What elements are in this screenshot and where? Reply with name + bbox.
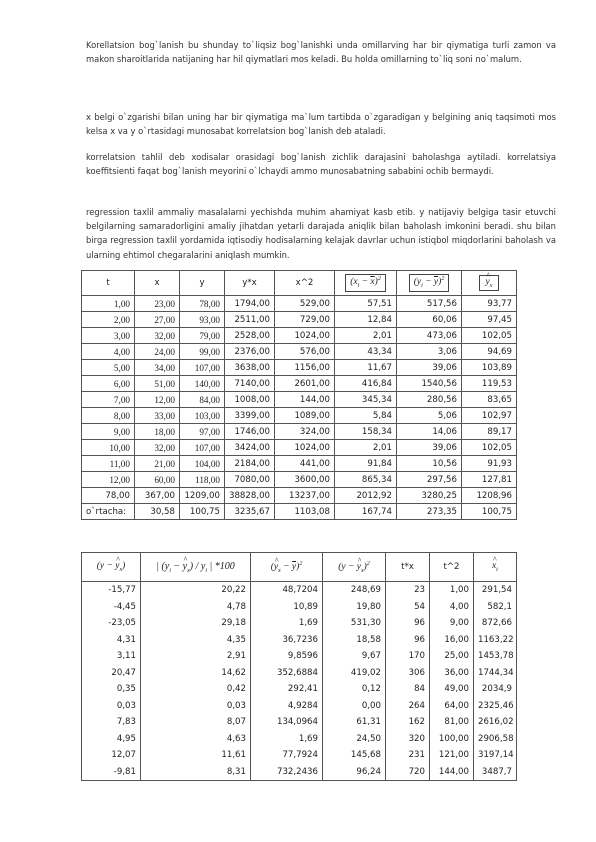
table-cell: 96,24 xyxy=(323,764,386,781)
table-cell: 0,03 xyxy=(141,698,251,715)
table-cell: 10,89 xyxy=(251,599,323,616)
table-cell: 103,00 xyxy=(180,408,225,424)
table-cell: 34,00 xyxy=(135,360,180,376)
table-cell: 170 xyxy=(386,648,430,665)
header-relative-error: | ($y_i$ − ^ $y_x) / y_i$ | *100 xyxy=(141,553,251,582)
table-cell: 1008,00 xyxy=(225,392,275,408)
header-y-hat: ^ $y_x$ xyxy=(462,271,517,296)
table-cell: 5,00 xyxy=(82,360,135,376)
header-y-deviation-squared: $(y_i - \overline{y})^2$ xyxy=(397,271,462,296)
table-cell: 96 xyxy=(386,632,430,649)
table-cell: 20,22 xyxy=(141,582,251,599)
table-cell: 12,84 xyxy=(335,312,397,328)
table-cell: 91,84 xyxy=(335,456,397,472)
table-cell: 99,00 xyxy=(180,344,225,360)
table-cell: 11,61 xyxy=(141,747,251,764)
table-cell: 7,83 xyxy=(82,714,141,731)
table-header-row xyxy=(82,271,517,296)
table-cell: 100,75 xyxy=(180,504,225,520)
table-row xyxy=(82,714,517,731)
table-cell: 7,00 xyxy=(82,392,135,408)
table-cell: -4,45 xyxy=(82,599,141,616)
table-cell: 5,06 xyxy=(397,408,462,424)
table-cell: 4,78 xyxy=(141,599,251,616)
table-cell: 127,81 xyxy=(462,472,517,488)
table-cell: 24,50 xyxy=(323,731,386,748)
table-cell: 30,58 xyxy=(135,504,180,520)
table-cell: 3399,00 xyxy=(225,408,275,424)
table-cell: 7140,00 xyxy=(225,376,275,392)
table-cell: 2601,00 xyxy=(275,376,335,392)
table-cell: 23,00 xyxy=(135,296,180,312)
table-cell: 11,00 xyxy=(82,456,135,472)
table-cell: 4,9284 xyxy=(251,698,323,715)
table-cell: 352,6884 xyxy=(251,665,323,682)
table-row xyxy=(82,440,517,456)
table-row xyxy=(82,747,517,764)
header-residual-squared: (y − ^ $y_x)^2$ xyxy=(323,553,386,582)
table-cell: 872,66 xyxy=(474,615,517,632)
header-t-squared: t^2 xyxy=(430,553,474,582)
table-cell: 158,34 xyxy=(335,424,397,440)
table-cell: 1746,00 xyxy=(225,424,275,440)
table-row xyxy=(82,296,517,312)
table-cell: -9,81 xyxy=(82,764,141,781)
table-cell: 49,00 xyxy=(430,681,474,698)
table-cell: 48,7204 xyxy=(251,582,323,599)
table-cell: 60,06 xyxy=(397,312,462,328)
table-cell: 29,18 xyxy=(141,615,251,632)
table-cell: 865,34 xyxy=(335,472,397,488)
table-cell: 16,00 xyxy=(430,632,474,649)
table-cell: 102,97 xyxy=(462,408,517,424)
table-cell: 27,00 xyxy=(135,312,180,328)
paragraph-1: Korellatsion bog`lanish bu shunday to`liqsiz bog`lanishki unda omillarving har bir qiymatiga turli zamon va makon sharoitlarida natijaning har hil qiymatlari mos keladi. Bu holda omillarning to`liq soni no`malum. xyxy=(86,40,556,65)
table-cell: 345,34 xyxy=(335,392,397,408)
table-cell: 4,31 xyxy=(82,632,141,649)
table-cell: 79,00 xyxy=(180,328,225,344)
table-cell: 292,41 xyxy=(251,681,323,698)
table-row xyxy=(82,312,517,328)
table-cell: 248,69 xyxy=(323,582,386,599)
table-cell: 38828,00 xyxy=(225,488,275,504)
table-cell: 61,31 xyxy=(323,714,386,731)
table-cell: 0,12 xyxy=(323,681,386,698)
table-cell: 7080,00 xyxy=(225,472,275,488)
table-cell: 2616,02 xyxy=(474,714,517,731)
table-row xyxy=(82,344,517,360)
table-cell: 103,89 xyxy=(462,360,517,376)
table-cell: 57,51 xyxy=(335,296,397,312)
table-cell: 419,02 xyxy=(323,665,386,682)
table-cell: 3280,25 xyxy=(397,488,462,504)
table-cell: 119,53 xyxy=(462,376,517,392)
table-row xyxy=(82,472,517,488)
table-cell: 19,80 xyxy=(323,599,386,616)
table-cell: 60,00 xyxy=(135,472,180,488)
table-cell: 2,01 xyxy=(335,440,397,456)
table-cell: 231 xyxy=(386,747,430,764)
table-row xyxy=(82,615,517,632)
table-header-row xyxy=(82,553,517,582)
table-cell: 2,00 xyxy=(82,312,135,328)
table-cell: 5,84 xyxy=(335,408,397,424)
table-cell: 2184,00 xyxy=(225,456,275,472)
table-cell: 416,84 xyxy=(335,376,397,392)
table-cell: 36,00 xyxy=(430,665,474,682)
table-cell: 1,69 xyxy=(251,615,323,632)
table-cell: 441,00 xyxy=(275,456,335,472)
table-cell: 1208,96 xyxy=(462,488,517,504)
header-x-squared: x^2 xyxy=(275,271,335,296)
table-cell: 10,00 xyxy=(82,440,135,456)
table-row xyxy=(82,408,517,424)
table-cell: 3,06 xyxy=(397,344,462,360)
paragraph-3: korrelatsion tahlil deb xodisalar orasidagi bog`lanish zichlik darajasini baholashga aytiladi. korrelatsiya koeffitsienti faqat bog`lanish meyorini o`lchaydi ammo munosabatning sababini ochib bermaydi. xyxy=(86,152,556,177)
table-cell: 23 xyxy=(386,582,430,599)
table-cell: 77,7924 xyxy=(251,747,323,764)
table-cell: 1103,08 xyxy=(275,504,335,520)
table-cell: 1089,00 xyxy=(275,408,335,424)
table-cell: -15,77 xyxy=(82,582,141,599)
table-cell: 64,00 xyxy=(430,698,474,715)
table-row xyxy=(82,504,517,520)
table-cell: 14,62 xyxy=(141,665,251,682)
error-analysis-table xyxy=(81,552,517,781)
table-cell: 2528,00 xyxy=(225,328,275,344)
header-t: t xyxy=(82,271,135,296)
table-cell: 84 xyxy=(386,681,430,698)
table-cell: 4,00 xyxy=(82,344,135,360)
table-cell: 18,58 xyxy=(323,632,386,649)
table-cell: 97,45 xyxy=(462,312,517,328)
table-cell: 367,00 xyxy=(135,488,180,504)
table-cell: 2,01 xyxy=(335,328,397,344)
table-row xyxy=(82,424,517,440)
table-cell: 134,0964 xyxy=(251,714,323,731)
table-cell: 162 xyxy=(386,714,430,731)
table-cell: 78,00 xyxy=(180,296,225,312)
table-cell: 0,35 xyxy=(82,681,141,698)
table-row xyxy=(82,582,517,599)
table-row xyxy=(82,681,517,698)
table-cell: 8,07 xyxy=(141,714,251,731)
table-cell: 531,30 xyxy=(323,615,386,632)
table-cell: 1024,00 xyxy=(275,440,335,456)
table-row xyxy=(82,632,517,649)
table-cell: 33,00 xyxy=(135,408,180,424)
table-cell: 4,63 xyxy=(141,731,251,748)
table-cell: 529,00 xyxy=(275,296,335,312)
table-cell: 306 xyxy=(386,665,430,682)
table-row xyxy=(82,698,517,715)
table-cell: 140,00 xyxy=(180,376,225,392)
table-cell: 13237,00 xyxy=(275,488,335,504)
table-cell: 1,69 xyxy=(251,731,323,748)
table-cell: 2012,92 xyxy=(335,488,397,504)
table-cell: 84,00 xyxy=(180,392,225,408)
table-cell: 2376,00 xyxy=(225,344,275,360)
table-cell: 93,00 xyxy=(180,312,225,328)
table-cell: 576,00 xyxy=(275,344,335,360)
table-cell: 24,00 xyxy=(135,344,180,360)
table-cell: 32,00 xyxy=(135,440,180,456)
table-cell: 732,2436 xyxy=(251,764,323,781)
table-cell: 9,00 xyxy=(430,615,474,632)
table-cell: 3487,7 xyxy=(474,764,517,781)
table-cell: 10,56 xyxy=(397,456,462,472)
table-row xyxy=(82,599,517,616)
table-cell: 1540,56 xyxy=(397,376,462,392)
header-tx: t*x xyxy=(386,553,430,582)
table-row xyxy=(82,665,517,682)
table-cell: 720 xyxy=(386,764,430,781)
table-cell: 43,34 xyxy=(335,344,397,360)
table-cell: 83,65 xyxy=(462,392,517,408)
table-cell: 78,00 xyxy=(82,488,135,504)
table-cell: 264 xyxy=(386,698,430,715)
table-cell: 1794,00 xyxy=(225,296,275,312)
table-cell: 89,17 xyxy=(462,424,517,440)
table-cell: 100,75 xyxy=(462,504,517,520)
table-cell: 104,00 xyxy=(180,456,225,472)
table-cell: 517,56 xyxy=(397,296,462,312)
table-cell: 2325,46 xyxy=(474,698,517,715)
table-cell: 1,00 xyxy=(82,296,135,312)
table-cell: 4,00 xyxy=(430,599,474,616)
table-cell: -23,05 xyxy=(82,615,141,632)
table-cell: 1156,00 xyxy=(275,360,335,376)
table-cell: 9,8596 xyxy=(251,648,323,665)
table-cell: 107,00 xyxy=(180,440,225,456)
table-cell: 145,68 xyxy=(323,747,386,764)
table-cell: 1744,34 xyxy=(474,665,517,682)
table-row xyxy=(82,360,517,376)
table-cell: 54 xyxy=(386,599,430,616)
table-cell: 97,00 xyxy=(180,424,225,440)
table-cell: 9,67 xyxy=(323,648,386,665)
table-cell: 0,42 xyxy=(141,681,251,698)
table-cell: 8,31 xyxy=(141,764,251,781)
header-x-hat-t: ^ $x_t$ xyxy=(474,553,517,582)
header-residual: (y − ^ $y_x$) xyxy=(82,553,141,582)
table-cell: 12,07 xyxy=(82,747,141,764)
table-cell: 12,00 xyxy=(82,472,135,488)
table-cell: 3197,14 xyxy=(474,747,517,764)
table-cell: o`rtacha: xyxy=(82,504,135,520)
table-cell: 1209,00 xyxy=(180,488,225,504)
table-cell: 102,05 xyxy=(462,440,517,456)
table-cell: 100,00 xyxy=(430,731,474,748)
table-cell: 51,00 xyxy=(135,376,180,392)
table-cell: 3424,00 xyxy=(225,440,275,456)
table-cell: 107,00 xyxy=(180,360,225,376)
table-cell: 96 xyxy=(386,615,430,632)
table-cell: 2511,00 xyxy=(225,312,275,328)
table-cell: 1024,00 xyxy=(275,328,335,344)
header-explained-squared: (^ $y_x - \overline{y})^2$ xyxy=(251,553,323,582)
table-cell: 121,00 xyxy=(430,747,474,764)
table-cell: 32,00 xyxy=(135,328,180,344)
table-row xyxy=(82,648,517,665)
table-cell: 2034,9 xyxy=(474,681,517,698)
paragraph-4: regression taxlil ammaliy masalalarni yechishda muhim ahamiyat kasb etib. y natijaviy belgiga tasir etuvchi belgilarning samaradorligini amaliy jihatdan yetarli darajada aniqlik bilan baholash imkonini beradi. shu bilan birga regression taxlil yordamida iqtisodiy hodisalarning kelajak davrlar uchun istiqbol miqdorlarini baholash va ularning ehtimol chegaralarini aniqlash mumkin. xyxy=(86,207,556,260)
table-cell: 729,00 xyxy=(275,312,335,328)
header-yx: y*x xyxy=(225,271,275,296)
header-y: y xyxy=(180,271,225,296)
table-cell: 39,06 xyxy=(397,360,462,376)
table-cell: 94,69 xyxy=(462,344,517,360)
regression-table xyxy=(81,270,517,520)
table-cell: 9,00 xyxy=(82,424,135,440)
table-cell: 273,35 xyxy=(397,504,462,520)
table-cell: 21,00 xyxy=(135,456,180,472)
table-cell: 36,7236 xyxy=(251,632,323,649)
table-cell: 1,00 xyxy=(430,582,474,599)
table-cell: 582,1 xyxy=(474,599,517,616)
table-cell: 6,00 xyxy=(82,376,135,392)
table-cell: 118,00 xyxy=(180,472,225,488)
table-cell: 91,93 xyxy=(462,456,517,472)
table-row xyxy=(82,764,517,781)
table-cell: 3,11 xyxy=(82,648,141,665)
table-cell: 320 xyxy=(386,731,430,748)
table-row xyxy=(82,376,517,392)
table-cell: 280,56 xyxy=(397,392,462,408)
table-cell: 473,06 xyxy=(397,328,462,344)
table-cell: 14,06 xyxy=(397,424,462,440)
table-cell: 291,54 xyxy=(474,582,517,599)
table-cell: 2906,58 xyxy=(474,731,517,748)
table-row xyxy=(82,328,517,344)
paragraph-2: x belgi o`zgarishi bilan uning har bir qiymatiga ma`lum tartibda o`zgaradigan y belgining aniq taqsimoti mos kelsa x va y o`rtasidagi munosabat korrelatsion bog`lanish deb ataladi. xyxy=(86,112,556,137)
table-cell: 297,56 xyxy=(397,472,462,488)
table-cell: 18,00 xyxy=(135,424,180,440)
table-cell: 81,00 xyxy=(430,714,474,731)
table-cell: 3235,67 xyxy=(225,504,275,520)
header-x: x xyxy=(135,271,180,296)
table-cell: 0,00 xyxy=(323,698,386,715)
table-cell: 324,00 xyxy=(275,424,335,440)
table-cell: 11,67 xyxy=(335,360,397,376)
table-row xyxy=(82,488,517,504)
table-cell: 1453,78 xyxy=(474,648,517,665)
table-row xyxy=(82,731,517,748)
table-cell: 3600,00 xyxy=(275,472,335,488)
table-cell: 4,35 xyxy=(141,632,251,649)
table-cell: 167,74 xyxy=(335,504,397,520)
header-x-deviation-squared: $(x_i - \overline{x})^2$ xyxy=(335,271,397,296)
table-cell: 144,00 xyxy=(275,392,335,408)
table-cell: 4,95 xyxy=(82,731,141,748)
table-cell: 3,00 xyxy=(82,328,135,344)
table-cell: 102,05 xyxy=(462,328,517,344)
table-cell: 12,00 xyxy=(135,392,180,408)
table-cell: 25,00 xyxy=(430,648,474,665)
table-cell: 39,06 xyxy=(397,440,462,456)
table-cell: 1163,22 xyxy=(474,632,517,649)
table-cell: 8,00 xyxy=(82,408,135,424)
table-cell: 3638,00 xyxy=(225,360,275,376)
table-row xyxy=(82,392,517,408)
table-cell: 144,00 xyxy=(430,764,474,781)
table-cell: 20,47 xyxy=(82,665,141,682)
table-cell: 93,77 xyxy=(462,296,517,312)
table-row xyxy=(82,456,517,472)
table-cell: 2,91 xyxy=(141,648,251,665)
table-cell: 0,03 xyxy=(82,698,141,715)
